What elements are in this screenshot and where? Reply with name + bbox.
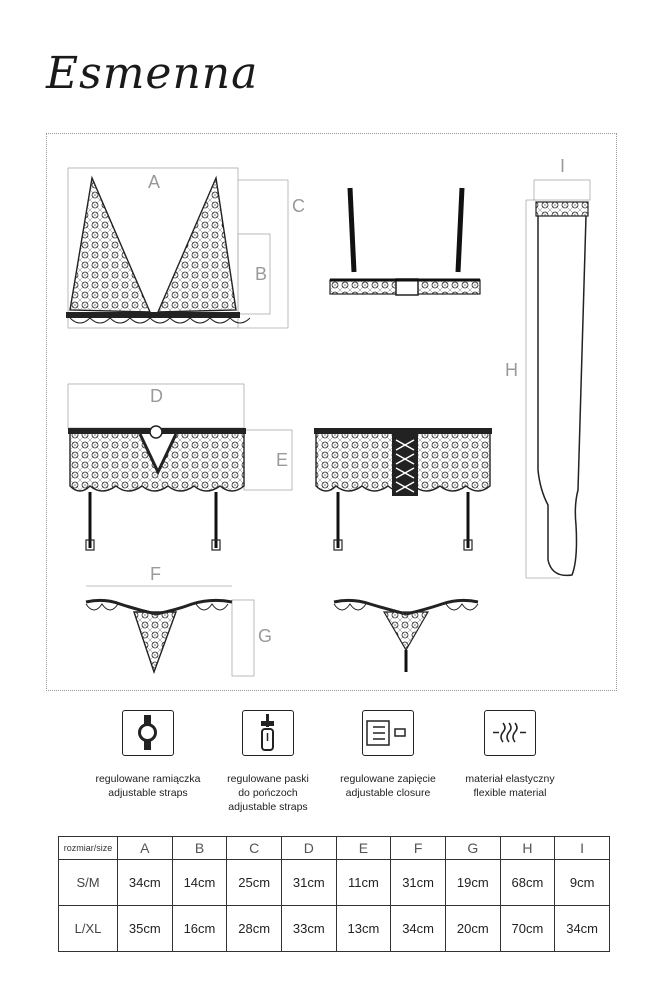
size-cell: 19cm [445,860,500,906]
size-header-cell: G [445,837,500,860]
strap-adjuster-icon [122,710,174,756]
size-cell: 31cm [391,860,446,906]
feature-caption-garter-straps: regulowane paski do pończoch adjustable straps [227,773,309,813]
size-header-cell: F [391,837,446,860]
size-header-cell: H [500,837,555,860]
hook-closure-icon [362,710,414,756]
size-header-cell: D [281,837,336,860]
size-header-cell: C [227,837,282,860]
dimension-label-b: B [255,264,268,284]
dimension-label-i: I [560,156,566,176]
dimension-label-h: H [505,360,518,380]
brand-logo: Esmenna [46,48,259,99]
dimension-label-f: F [150,564,161,584]
size-cell: 16cm [172,906,227,952]
size-header-cell: A [118,837,173,860]
size-cell: S/M [59,860,118,906]
bra-back-drawing [330,188,480,295]
size-table-header [59,837,610,860]
size-row-lxl [59,906,610,952]
size-cell: 14cm [172,860,227,906]
size-header-cell: rozmiar/size [59,837,118,860]
feature-caption-straps: regulowane ramiączka adjustable straps [95,773,201,799]
garter-belt-front-drawing [68,384,292,550]
size-cell: 25cm [227,860,282,906]
thong-front-drawing [86,586,254,676]
garter-clip-icon [242,710,294,756]
size-cell: 9cm [555,860,610,906]
size-cell: 13cm [336,906,391,952]
dimension-label-d: D [150,386,163,406]
feature-caption-closure: regulowane zapięcie adjustable closure [340,773,436,799]
size-cell: 34cm [391,906,446,952]
size-header-cell: I [555,837,610,860]
size-cell: L/XL [59,906,118,952]
size-row-sm [59,860,610,906]
thong-back-drawing [334,600,478,672]
size-cell: 70cm [500,906,555,952]
size-header-cell: B [172,837,227,860]
dimension-label-g: G [258,626,273,646]
size-cell: 31cm [281,860,336,906]
bra-front-drawing [66,168,288,328]
size-cell: 34cm [555,906,610,952]
dimension-label-c: C [292,196,305,216]
size-cell: 35cm [118,906,173,952]
garter-belt-back-drawing [314,428,492,550]
feature-caption-material: materiał elastyczny flexible material [465,773,555,799]
elastic-material-icon [484,710,536,756]
dimension-label-e: E [276,450,289,470]
size-header-cell: E [336,837,391,860]
size-cell: 33cm [281,906,336,952]
size-cell: 68cm [500,860,555,906]
size-cell: 20cm [445,906,500,952]
size-cell: 28cm [227,906,282,952]
size-cell: 11cm [336,860,391,906]
size-table [58,836,610,952]
dimension-label-a: A [148,172,161,192]
stocking-drawing [526,180,590,578]
size-cell: 34cm [118,860,173,906]
